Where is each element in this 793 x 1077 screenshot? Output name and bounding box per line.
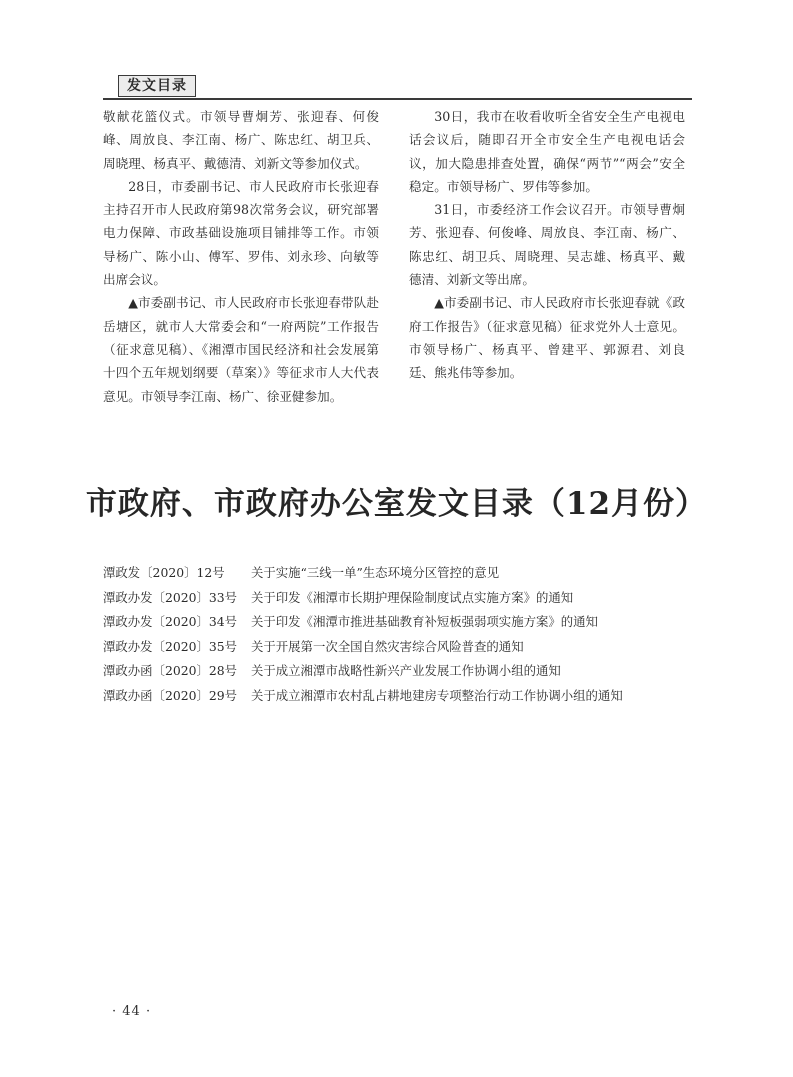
document-title: 关于成立湘潭市农村乱占耕地建房专项整治行动工作协调小组的通知 — [251, 687, 623, 703]
paragraph: 敬献花篮仪式。市领导曹炯芳、张迎春、何俊峰、周放良、李江南、杨广、陈忠红、胡卫兵、周晓理、杨真平、戴德清、刘新文等参加仪式。 — [103, 109, 379, 171]
paragraph: 30日，我市在收看收听全省安全生产电视电话会议后，随即召开全市安全生产电视电话会议，加大隐患排查处置，确保“两节”“两会”安全稳定。市领导杨广、罗伟等参加。 — [409, 109, 685, 194]
header-divider — [103, 98, 692, 100]
left-text-column — [103, 105, 379, 408]
list-item — [103, 635, 703, 660]
page-number: · 44 · — [112, 1004, 152, 1019]
document-title: 关于印发《湘潭市推进基础教育补短板强弱项实施方案》的通知 — [251, 614, 598, 630]
document-number: 潭政发〔2020〕12号 — [103, 565, 225, 580]
document-title: 关于实施“三线一单”生态环境分区管控的意见 — [251, 565, 500, 580]
list-item — [103, 659, 703, 684]
paragraph: 28日，市委副书记、市人民政府市长张迎春主持召开市人民政府第98次常务会议，研究部署电力保障、市政基础设施项目铺排等工作。市领导杨广、陈小山、傅军、罗伟、刘永珍、向敏等出席会议。 — [103, 178, 379, 288]
document-title: 关于成立湘潭市战略性新兴产业发展工作协调小组的通知 — [251, 663, 561, 679]
list-item — [103, 561, 703, 586]
document-number: 潭政办函〔2020〕28号 — [103, 663, 238, 679]
right-text-column — [409, 105, 685, 385]
document-number: 潭政办发〔2020〕35号 — [103, 638, 238, 654]
list-item — [103, 610, 703, 635]
document-number: 潭政办函〔2020〕29号 — [103, 687, 238, 703]
document-list — [103, 561, 703, 709]
document-title: 关于开展第一次全国自然灾害综合风险普查的通知 — [251, 638, 524, 654]
list-item — [103, 684, 703, 709]
document-number: 潭政办发〔2020〕34号 — [103, 614, 238, 630]
paragraph: ▲市委副书记、市人民政府市长张迎春带队赴岳塘区，就市人大常委会和“一府两院”工作报告（征求意见稿）、《湘潭市国民经济和社会发展第十四个五年规划纲要（草案）》等征求市人大代表意见。市领导李江南、杨广、徐亚健参加。 — [103, 295, 379, 404]
paragraph: ▲市委副书记、市人民政府市长张迎春就《政府工作报告》（征求意见稿）征求党外人士意见。市领导杨广、杨真平、曾建平、郭源君、刘良廷、熊兆伟等参加。 — [409, 295, 685, 381]
section-tag: 发文目录 — [118, 75, 196, 97]
paragraph: 31日，市委经济工作会议召开。市领导曹炯芳、张迎春、何俊峰、周放良、李江南、杨广、陈忠红、胡卫兵、周晓理、吴志雄、杨真平、戴德清、刘新文等出席。 — [409, 202, 685, 288]
document-title: 关于印发《湘潭市长期护理保险制度试点实施方案》的通知 — [251, 589, 574, 605]
list-item — [103, 586, 703, 611]
page-title: 市政府、市政府办公室发文目录（12月份） — [85, 486, 708, 522]
document-number: 潭政办发〔2020〕33号 — [103, 589, 238, 605]
